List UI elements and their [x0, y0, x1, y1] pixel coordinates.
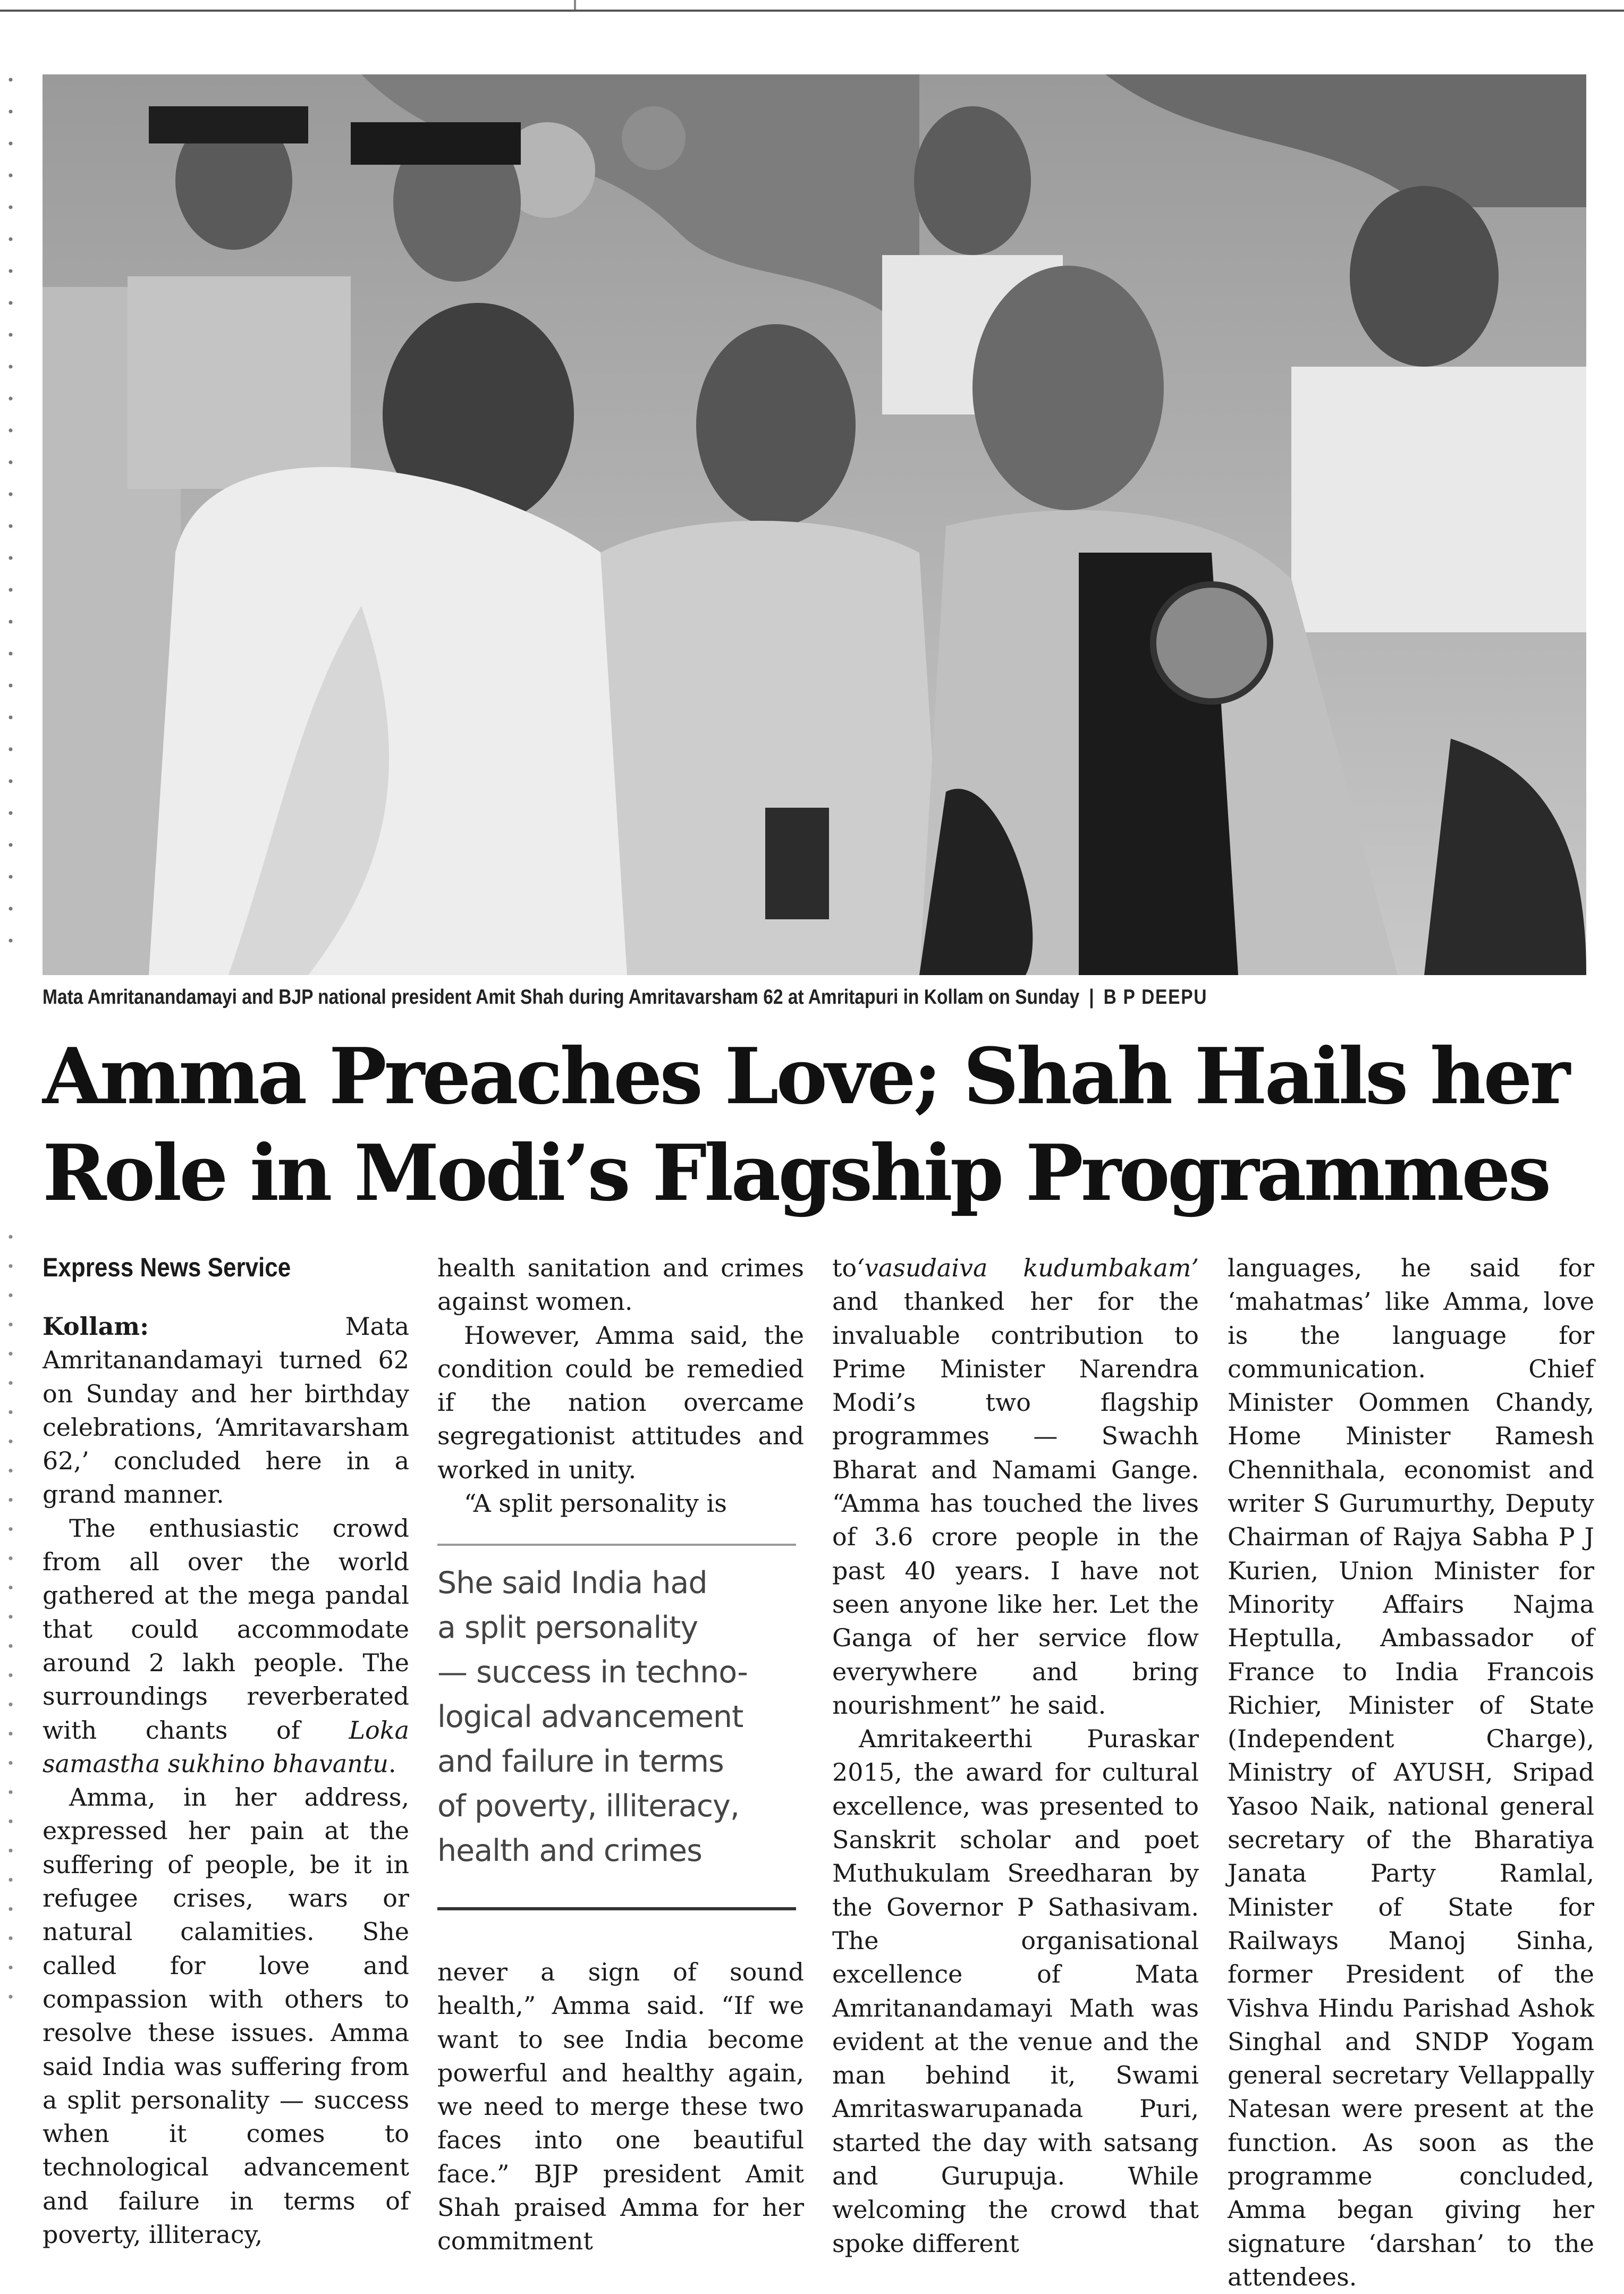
article-paragraph: never a sign of sound health,” Amma said. “If we want to see India become powerful and healthy again, we need to merge these two faces into one beautiful face.” BJP president Amit Shah praised Amma for her commitment — [437, 1958, 804, 2256]
article-paragraph: Amma, in her address, expressed her pain at the suffering of people, be it in refugee crises, wars or natural calamities. She called for love and compassion with others to resolve these issues. Amma said India was suffering from a split personality — success when it comes to technological advancement and failure in terms of poverty, illiteracy, — [43, 1783, 409, 2249]
photo-credit: B P DEEPU — [1103, 986, 1208, 1009]
page-top-rule — [0, 10, 1624, 12]
article-paragraph: languages, he said for ‘mahatmas’ like Amma, love is the language for communication. Chief Minister Oommen Chandy, Home Minister Ramesh Chennithala, economist and writer S Gurumurthy, Deputy Chairman of Rajya Sabha P J Kurien, Union Minister for Minority Affairs Najma Heptulla, Ambassador of France to India Francois Richier, Minister of State (Independent Charge), Ministry of AYUSH, Sripad Yasoo Naik, national general secretary of the Bharatiya Janata Party Ramlal, Minister of State for Railways Manoj Sinha, former President of the Vishva Hindu Parishad Ashok Singhal and SNDP Yogam general secretary Vellappally Natesan were present at the function. As soon as the programme concluded, Amma began giving her signature ‘darshan’ to the attendees. — [1228, 1254, 1594, 2291]
headline-line-1: Amma Preaches Love; Shah Hails her — [43, 1031, 1568, 1122]
pull-quote-line: a split personality — [437, 1610, 698, 1645]
paragraph-text: Mata Amritanandamayi turned 62 on Sunday and her birthday celebrations, ‘Amritavarsham 62,’ concluded here in a grand manner. — [43, 1312, 409, 1509]
caption-separator: | — [1089, 986, 1094, 1009]
article-paragraph — [43, 1512, 409, 1781]
article-paragraph: health sanitation and crimes against women. — [437, 1254, 804, 1316]
paragraph-text: to — [832, 1254, 857, 1282]
pull-quote-line: logical advancement — [437, 1699, 743, 1734]
pull-quote-line: health and crimes — [437, 1833, 702, 1868]
paragraph-text: and thanked her for the invaluable contribution to Prime Minister Narendra Modi’s two flagship programmes — Swachh Bharat and Namami Gange. “Amma has touched the lives of 3.6 crore people in the past 40 years. I have not seen anyone like her. Let the Ganga of her service flow everywhere and bring nourishment” he said. — [832, 1287, 1199, 1720]
pull-quote-line: — success in techno- — [437, 1655, 748, 1690]
news-photo — [43, 74, 1586, 975]
paragraph-text: . — [388, 1749, 396, 1778]
article-column-2-continued — [437, 1956, 804, 2258]
dateline: Kollam: — [43, 1312, 149, 1341]
byline: Express News Service — [43, 1252, 291, 1282]
caption-text: Mata Amritanandamayi and BJP national president Amit Shah during Amritavarsham 62 at Amritapuri in Kollam on Sunday — [43, 986, 1080, 1009]
article-column-3 — [832, 1251, 1199, 2261]
article-paragraph: However, Amma said, the condition could be remedied if the nation overcame segregationist attitudes and worked in unity. — [437, 1320, 804, 1484]
chant-text: Loka samastha sukhino bhavantu — [43, 1715, 409, 1778]
pull-quote-line: She said India had — [437, 1565, 707, 1601]
photo-scene-icon — [43, 74, 1586, 975]
article-column-1 — [43, 1251, 409, 2251]
article-paragraph — [832, 1251, 1199, 1722]
article-paragraph: “A split personality is — [464, 1489, 727, 1518]
headline-line-2: Role in Modi’s Flagship Programmes — [43, 1128, 1549, 1218]
pull-quote-line: and failure in terms — [437, 1744, 724, 1779]
pull-quote-line: of poverty, illiteracy, — [437, 1789, 739, 1824]
paragraph-text: The enthusiastic crowd from all over the world gathered at the mega pandal that could accommodate around 2 lakh people. The surroundings reverberated with chants of — [43, 1513, 409, 1745]
article-paragraph: Amritakeerthi Puraskar 2015, the award for cultural excellence, was presented to Sanskrit scholar and poet Muthukulam Sreedharan by the Governor P Sathasivam. The organisational excellence of Mata Amritanandamayi Math was evident at the venue and the man behind it, Swami Amritaswarupanada Puri, started the day with satsang and Gurupuja. While welcoming the crowd that spoke different — [832, 1724, 1199, 2258]
article-column-2 — [437, 1251, 804, 1520]
article-column-4 — [1228, 1251, 1594, 2294]
pull-quote — [437, 1544, 796, 1910]
margin-bleed-text-lower — [5, 1222, 16, 2019]
margin-bleed-text — [5, 64, 16, 967]
phrase-italic: ‘vasudaiva kudumbakam’ — [857, 1254, 1199, 1282]
headline — [43, 1028, 1594, 1222]
article-paragraph — [43, 1310, 409, 1512]
page-fold-mark — [574, 0, 576, 10]
photo-caption — [43, 984, 1370, 1011]
